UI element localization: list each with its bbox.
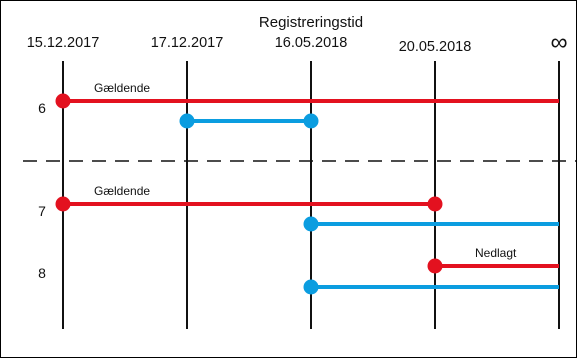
timepoint-axes [27, 29, 568, 329]
diagram-title: Registreringstid [258, 14, 364, 31]
segment-start-dot [304, 280, 319, 295]
timepoint-label: ∞ [550, 29, 568, 56]
timepoint-label: 20.05.2018 [398, 39, 472, 55]
row-label-layer [38, 100, 46, 281]
row-number-label: 7 [38, 203, 46, 219]
segment-end-dot [428, 197, 443, 212]
segment-label: Nedlagt [475, 246, 517, 260]
segment-start-dot [304, 217, 319, 232]
segment-start-dot [180, 114, 195, 129]
row-number-label: 8 [38, 265, 46, 281]
segment-start-dot [56, 94, 71, 109]
timepoint-label: 15.12.2017 [26, 35, 100, 51]
segment-end-dot [304, 114, 319, 129]
registration-timeline-diagram [1, 1, 576, 357]
segment-start-dot [56, 197, 71, 212]
segment-label: Gældende [94, 184, 151, 198]
segment-label: Gældende [94, 81, 151, 95]
segment-start-dot [428, 259, 443, 274]
timepoint-label: 17.12.2017 [150, 35, 224, 51]
segment-layer [56, 81, 560, 295]
timepoint-label: 16.05.2018 [274, 35, 348, 51]
row-number-label: 6 [38, 100, 46, 116]
